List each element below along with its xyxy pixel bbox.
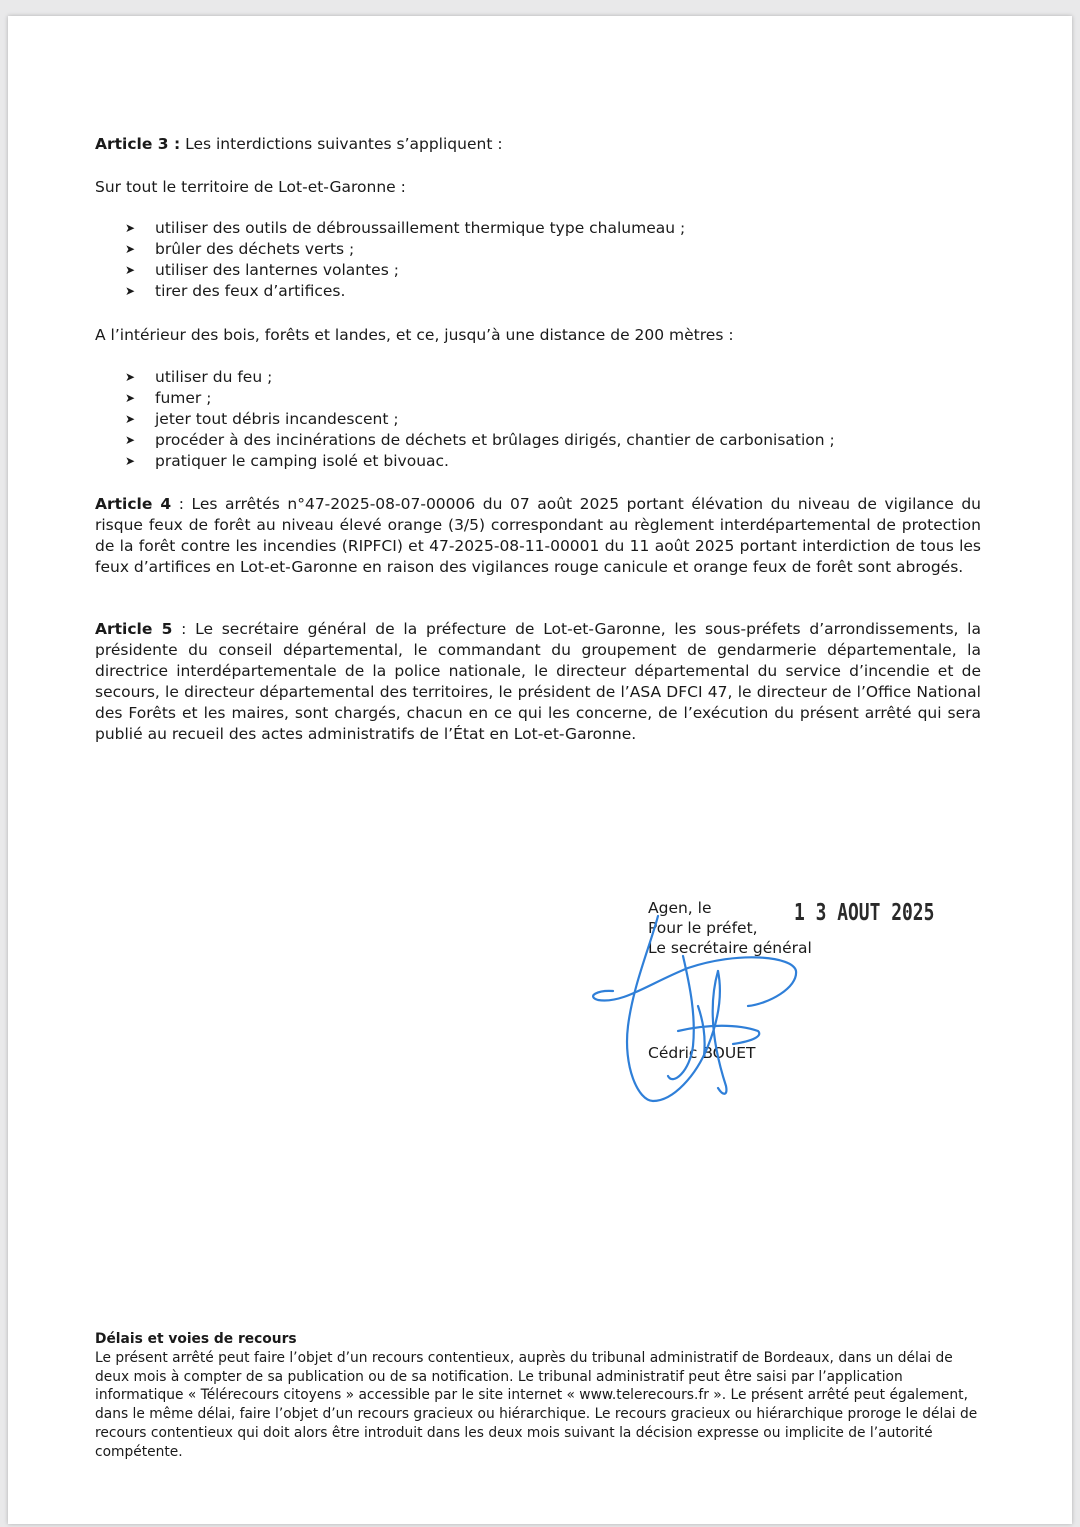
list-item: ➤ pratiquer le camping isolé et bivouac. [125,452,449,470]
list-item: ➤ tirer des feux d’artifices. [125,282,346,300]
article-4-label: Article 4 [95,495,172,513]
list-item: ➤ brûler des déchets verts ; [125,240,355,258]
recours-text: Le présent arrêté peut faire l’objet d’un recours contentieux, auprès du tribunal administratif de Bordeaux, dans un délai de deux mois à compter de sa publication ou de sa notification. Le tribunal administratif peut être saisi par l’application informatique « Télérecours citoyens » accessible par le site internet « www.telerecours.fr ». Le présent arrêté peut également, dans le même délai, faire l’objet d’un recours gracieux ou hiérarchique. Le recours gracieux ou hiérarchique proroge le délai de recours contentieux qui doit alors être introduit dans les deux mois suivant la décision expresse ou implicite de l’autorité compétente. [95,1350,978,1460]
article-3-heading [95,134,981,155]
list-item: ➤ fumer ; [125,389,212,407]
date-stamp: 1 3 AOUT 2025 [794,900,935,926]
signature-place: Agen, le [648,899,712,917]
scope-territory: Sur tout le territoire de Lot-et-Garonne : [95,178,406,196]
signature-for: Pour le préfet, [648,919,758,937]
arrow-bullet-icon: ➤ [125,412,136,426]
article-3-intro: Les interdictions suivantes s’appliquent : [180,135,503,153]
arrow-bullet-icon: ➤ [125,242,136,256]
arrow-bullet-icon: ➤ [125,263,136,277]
arrow-bullet-icon: ➤ [125,433,136,447]
arrow-bullet-icon: ➤ [125,454,136,468]
list-item: ➤ jeter tout débris incandescent ; [125,410,399,428]
article-5-label: Article 5 [95,620,173,638]
signature-role: Le secrétaire général [648,939,812,957]
list-item: ➤ procéder à des incinérations de déchets et brûlages dirigés, chantier de carbonisation ; [125,431,835,449]
article-4 [95,494,981,578]
list-territory [95,218,981,302]
scope-forests: A l’intérieur des bois, forêts et landes, et ce, jusqu’à une distance de 200 mètres : [95,326,734,344]
article-4-text: : Les arrêtés n°47-2025-08-07-00006 du 07 août 2025 portant élévation du niveau de vigilance du risque feux de forêt au niveau élevé orange (3/5) correspondant au règlement interdépartemental de protection de la forêt contre les incendies (RIPFCI) et 47-2025-08-11-00001 du 11 août 2025 portant interdiction de tous les feux d’artifices en Lot-et-Garonne en raison des vigilances rouge canicule et orange feux de forêt sont abrogés. [95,495,981,576]
list-forests [95,367,981,472]
article-3-label: Article 3 : [95,135,181,153]
list-item: ➤ utiliser du feu ; [125,368,273,386]
article-5-text: : Le secrétaire général de la préfecture de Lot-et-Garonne, les sous-préfets d’arrondissements, la présidente du conseil départemental, le commandant du groupement de gendarmerie départementale, la directrice interdépartementale de la police nationale, le directeur départemental du service d’incendie et de secours, le directeur départemental des territoires, le président de l’ASA DFCI 47, le directeur de l’Office National des Forêts et les maires, sont chargés, chacun en ce qui les concerne, de l’exécution du présent arrêté qui sera publié au recueil des actes administratifs de l’État en Lot-et-Garonne. [95,620,981,743]
document-page [8,16,1072,1524]
recours-title: Délais et voies de recours [95,1331,297,1347]
arrow-bullet-icon: ➤ [125,221,136,235]
arrow-bullet-icon: ➤ [125,391,136,405]
list-item: ➤ utiliser des outils de débroussaillement thermique type chalumeau ; [125,219,686,237]
arrow-bullet-icon: ➤ [125,284,136,298]
list-item: ➤ utiliser des lanternes volantes ; [125,261,399,279]
article-5 [95,619,981,745]
arrow-bullet-icon: ➤ [125,370,136,384]
handwritten-signature [578,896,818,1106]
signatory-name: Cédric BOUET [648,1044,756,1062]
